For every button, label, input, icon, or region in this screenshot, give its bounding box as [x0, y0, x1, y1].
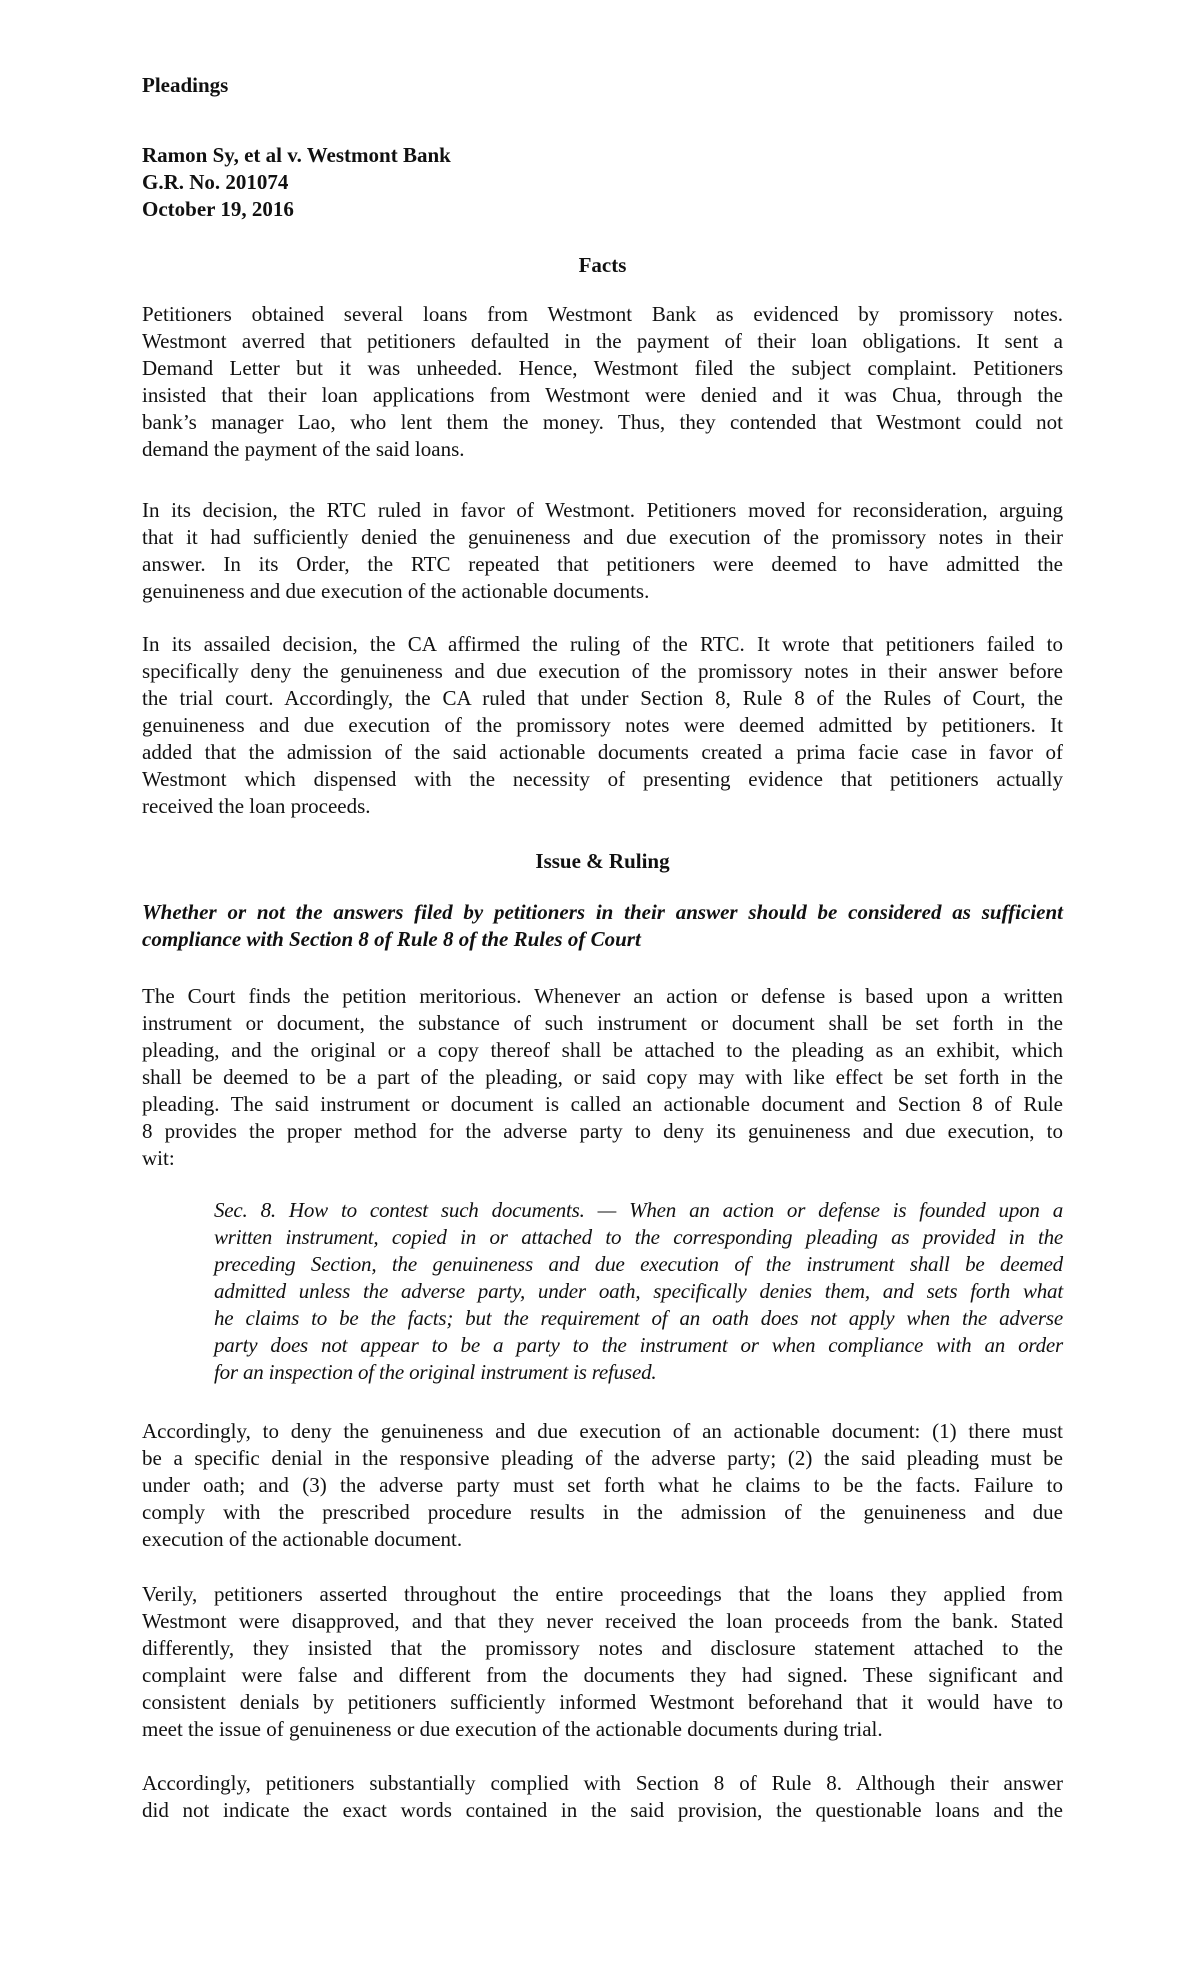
text-line: In its assailed decision, the CA affirmed the ruling of the RTC. It wrote that petitioners failed to [142, 632, 1063, 656]
section-heading-issue-ruling: Issue & Ruling [535, 849, 670, 873]
text-line: the trial court. Accordingly, the CA ruled that under Section 8, Rule 8 of the Rules of Court, the [142, 686, 1063, 710]
text-line: differently, they insisted that the promissory notes and disclosure statement attached to the [142, 1636, 1063, 1660]
text-line: party does not appear to be a party to the instrument or when compliance with an order [214, 1333, 1063, 1357]
text-line: execution of the actionable document. [142, 1527, 463, 1551]
paragraph-ruling-1 [142, 983, 1063, 1172]
text-line: Verily, petitioners asserted throughout the entire proceedings that the loans they applied from [142, 1582, 1063, 1606]
text-line: added that the admission of the said actionable documents created a prima facie case in favor of [142, 740, 1063, 764]
block-quote-section-8 [214, 1197, 1063, 1386]
paragraph-facts-3 [142, 631, 1063, 820]
text-line: 8 provides the proper method for the adverse party to deny its genuineness and due execution, to [142, 1119, 1063, 1143]
paragraph-facts-2 [142, 497, 1063, 605]
text-line: pleading, and the original or a copy thereof shall be attached to the pleading as an exhibit, which [142, 1038, 1063, 1062]
text-line: The Court finds the petition meritorious. Whenever an action or defense is based upon a written [142, 984, 1063, 1008]
text-line: comply with the prescribed procedure results in the admission of the genuineness and due [142, 1500, 1063, 1524]
paragraph-ruling-3 [142, 1581, 1063, 1743]
text-line: Westmont averred that petitioners defaulted in the payment of their loan obligations. It sent a [142, 329, 1063, 353]
text-line: Westmont which dispensed with the necessity of presenting evidence that petitioners actually [142, 767, 1063, 791]
text-line: genuineness and due execution of the actionable documents. [142, 579, 650, 603]
text-line: meet the issue of genuineness or due execution of the actionable documents during trial. [142, 1717, 883, 1741]
text-line: Demand Letter but it was unheeded. Hence, Westmont filed the subject complaint. Petitioners [142, 356, 1063, 380]
case-name: Ramon Sy, et al v. Westmont Bank [142, 143, 451, 167]
text-line: Sec. 8. How to contest such documents. — When an action or defense is founded upon a [214, 1198, 1063, 1222]
section-heading-facts: Facts [578, 253, 627, 277]
text-line: wit: [142, 1146, 175, 1170]
case-header [142, 142, 1063, 223]
text-line: Petitioners obtained several loans from Westmont Bank as evidenced by promissory notes. [142, 302, 1063, 326]
paragraph-ruling-4 [142, 1770, 1063, 1824]
text-line: preceding Section, the genuineness and due execution of the instrument shall be deemed [214, 1252, 1063, 1276]
text-line: genuineness and due execution of the promissory notes were deemed admitted by petitioners. It [142, 713, 1063, 737]
text-line: instrument or document, the substance of such instrument or document shall be set forth in the [142, 1011, 1063, 1035]
text-line: Whether or not the answers filed by petitioners in their answer should be considered as sufficient [142, 900, 1063, 924]
case-gr-number: G.R. No. 201074 [142, 170, 289, 194]
text-line: received the loan proceeds. [142, 794, 371, 818]
text-line: In its decision, the RTC ruled in favor of Westmont. Petitioners moved for reconsideration, arguing [142, 498, 1063, 522]
text-line: written instrument, copied in or attached to the corresponding pleading as provided in the [214, 1225, 1063, 1249]
text-line: Westmont were disapproved, and that they never received the loan proceeds from the bank. Stated [142, 1609, 1063, 1633]
text-line: did not indicate the exact words contained in the said provision, the questionable loans and the [142, 1798, 1063, 1822]
paragraph-facts-1 [142, 301, 1063, 463]
case-date: October 19, 2016 [142, 197, 294, 221]
text-line: answer. In its Order, the RTC repeated that petitioners were deemed to have admitted the [142, 552, 1063, 576]
text-line: shall be deemed to be a part of the pleading, or said copy may with like effect be set forth in the [142, 1065, 1063, 1089]
text-line: complaint were false and different from the documents they had signed. These significant and [142, 1663, 1063, 1687]
text-line: for an inspection of the original instrument is refused. [214, 1360, 657, 1384]
text-line: under oath; and (3) the adverse party must set forth what he claims to be the facts. Failure to [142, 1473, 1063, 1497]
text-line: pleading. The said instrument or document is called an actionable document and Section 8 of Rule [142, 1092, 1063, 1116]
text-line: bank’s manager Lao, who lent them the money. Thus, they contended that Westmont could not [142, 410, 1063, 434]
text-line: compliance with Section 8 of Rule 8 of the Rules of Court [142, 927, 641, 951]
issue-statement [142, 899, 1063, 953]
text-line: specifically deny the genuineness and due execution of the promissory notes in their answer before [142, 659, 1063, 683]
text-line: insisted that their loan applications from Westmont were denied and it was Chua, through the [142, 383, 1063, 407]
text-line: that it had sufficiently denied the genuineness and due execution of the promissory notes in their [142, 525, 1063, 549]
text-line: admitted unless the adverse party, under oath, specifically denies them, and sets forth what [214, 1279, 1063, 1303]
text-line: he claims to be the facts; but the requirement of an oath does not apply when the adverse [214, 1306, 1063, 1330]
text-line: Accordingly, petitioners substantially complied with Section 8 of Rule 8. Although their answer [142, 1771, 1063, 1795]
text-line: demand the payment of the said loans. [142, 437, 465, 461]
text-line: be a specific denial in the responsive pleading of the adverse party; (2) the said pleading must be [142, 1446, 1063, 1470]
text-line: Accordingly, to deny the genuineness and due execution of an actionable document: (1) there must [142, 1419, 1063, 1443]
paragraph-ruling-2 [142, 1418, 1063, 1553]
document-title: Pleadings [142, 73, 229, 97]
text-line: consistent denials by petitioners sufficiently informed Westmont beforehand that it would have to [142, 1690, 1063, 1714]
